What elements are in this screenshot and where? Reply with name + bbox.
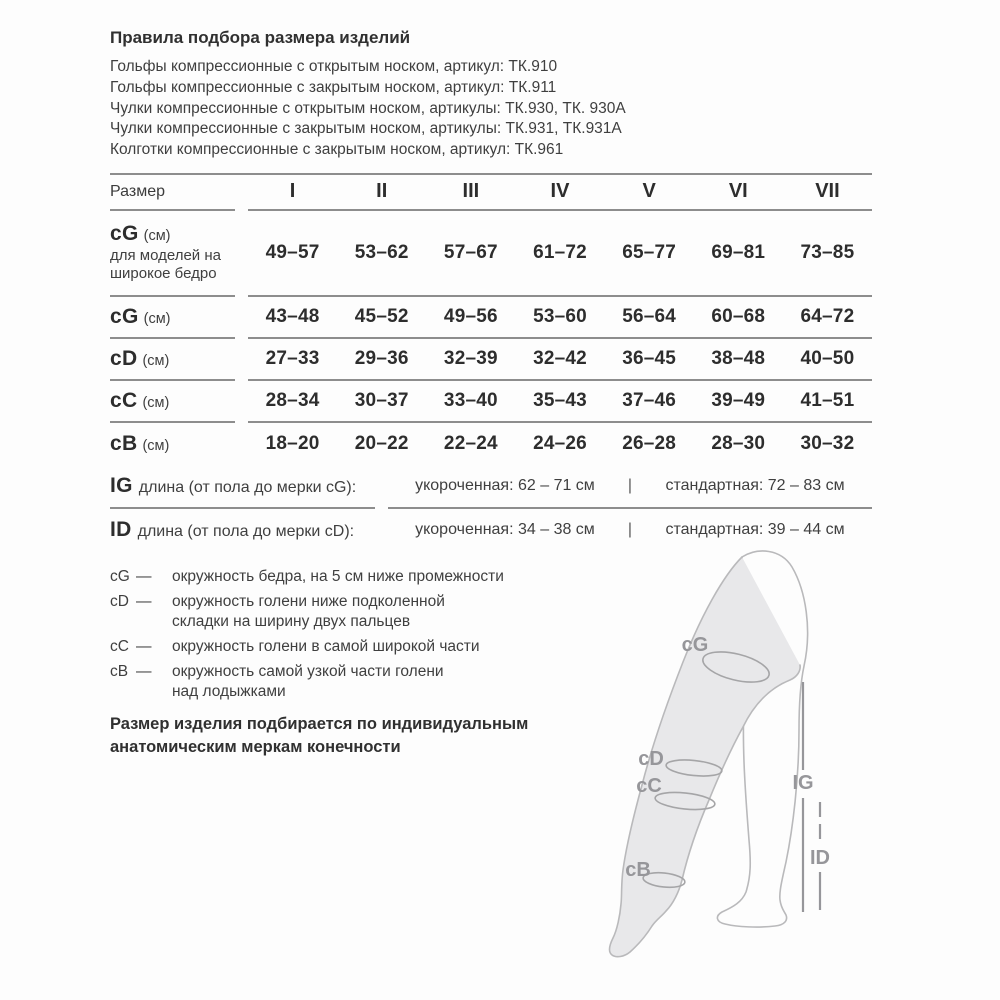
measurement-value: 40–50 [800,347,855,369]
measurement-value-cell [694,211,783,297]
measurement-value: 49–57 [265,241,320,263]
measurement-value: 28–30 [711,432,766,454]
length-label-ig [110,474,388,498]
measurement-value: 27–33 [265,347,320,369]
measurement-unit: (см) [142,394,170,411]
id-label: ID [810,847,830,869]
measurement-value: 69–81 [711,241,766,263]
measurement-row-label [110,297,235,339]
product-list [110,57,872,161]
measurement-value-cell [694,339,783,381]
measurement-value-cell [694,381,783,423]
measurement-value: 22–24 [443,432,498,454]
measurement-value: 65–77 [622,241,677,263]
measurement-value: 30–32 [800,432,855,454]
measurement-value-cell [515,297,604,339]
legend-text-line: окружность голени в самой широкой части [172,637,480,655]
measurement-value-cell [605,297,694,339]
legend-text-line: окружность самой узкой части голени [172,662,444,680]
cc-label: cC [636,775,662,797]
measurement-value: 39–49 [711,389,766,411]
measurement-value: 32–39 [443,347,498,369]
measurement-row [110,339,872,381]
measurement-value: 57–67 [443,241,498,263]
measurement-value-cell [515,381,604,423]
measurement-value-cell [426,381,515,423]
legend-row [110,567,590,587]
measurement-value-cell [337,381,426,423]
size-table [110,173,872,465]
size-column-header: VII [783,175,872,211]
legend-dash: — [136,662,152,680]
measurement-value: 45–52 [354,305,409,327]
measurement-value-cell [605,381,694,423]
measurement-value-cell [783,339,872,381]
legend-dash: — [136,567,152,585]
product-line: Гольфы компрессионные с закрытым носком, артикул: ТК.911 [110,78,557,96]
legend-row [110,592,590,632]
product-line: Гольфы компрессионные с открытым носком, артикул: ТК.910 [110,58,558,75]
divider-segment-left [110,507,375,509]
size-column-header: VI [694,175,783,211]
measurement-row [110,423,872,465]
measurement-value-cell [337,211,426,297]
measurement-value-cell [605,423,694,465]
selection-note-line-2: анатомическим меркам конечности [110,737,401,756]
size-column-header: IV [515,175,604,211]
length-values-id [388,521,872,539]
measurement-key-line [110,347,235,371]
legend-dash: — [136,637,152,655]
measurement-key: cG [110,222,139,246]
legend-text [172,637,590,657]
measurement-value: 18–20 [265,432,320,454]
measurement-unit: (см) [142,437,170,454]
measurement-value: 73–85 [800,241,855,263]
legend-text [172,567,590,587]
size-column-header: V [605,175,694,211]
product-line: Чулки компрессионные с закрытым носком, артикулы: ТК.931, ТК.931А [110,120,622,138]
size-column-header: II [337,175,426,211]
length-key-id: ID [110,517,132,541]
measurement-value-cell [248,339,337,381]
length-row-ig [110,465,872,507]
measurement-unit: (см) [143,228,171,245]
measurement-key-line [110,222,235,246]
table-header-row [110,175,872,211]
cd-label: cD [638,748,664,770]
size-column-header: I [248,175,337,211]
legend-text-line: складки на ширину двух пальцев [172,612,411,630]
measurement-value-cell [426,339,515,381]
measurement-value: 49–56 [443,305,498,327]
length-row-divider [110,507,872,509]
measurement-value-cell [783,211,872,297]
legend-key: cB [110,662,129,680]
measurement-value-cell [337,423,426,465]
measurement-value-cell [248,211,337,297]
product-line: Колготки компрессионные с закрытым носком, артикул: ТК.961 [110,141,564,159]
measurement-row-label [110,381,235,423]
measurement-value: 53–60 [533,305,587,327]
measurement-legend [110,567,590,702]
measurement-value: 33–40 [443,389,498,411]
measurement-value: 61–72 [533,241,587,263]
length-short-ig: укороченная: 62 – 71 см [415,476,595,494]
measurement-value-cell [426,423,515,465]
legend-text [172,662,590,702]
measurement-row [110,297,872,339]
measurement-value: 53–62 [354,241,409,263]
measurement-value-cell [783,297,872,339]
measurement-row-label [110,423,235,465]
measurement-value: 38–48 [711,347,766,369]
measurement-row [110,381,872,423]
length-divider-ig: | [627,476,633,494]
measurement-key: cC [110,388,138,412]
length-section [110,465,872,551]
length-standard-id: стандартная: 39 – 44 см [665,520,845,538]
measurement-value-cell [426,297,515,339]
legend-text-line: над лодыжками [172,682,286,700]
measurement-value-cell [515,339,604,381]
legend-dash: — [136,592,152,610]
ig-label: IG [792,772,814,794]
measurement-row-label [110,211,235,297]
legend-key: cC [110,637,129,655]
measurement-value-cell [694,423,783,465]
legend-text-line: окружность голени ниже подколенной [172,592,445,610]
divider-segment-right [388,507,872,509]
page-title: Правила подбора размера изделий [110,28,411,47]
measurement-key-line [110,305,235,329]
measurement-value-cell [337,297,426,339]
measurement-value: 35–43 [533,389,587,411]
size-column-header: III [426,175,515,211]
measurement-value: 36–45 [622,347,677,369]
product-line: Чулки компрессионные с открытым носком, артикулы: ТК.930, ТК. 930А [110,99,626,117]
measurement-key: cD [110,346,138,370]
measurement-key: cB [110,431,138,455]
measurement-value-cell [248,297,337,339]
length-values-ig [388,477,872,495]
length-standard-ig: стандартная: 72 – 83 см [665,476,845,494]
length-desc-ig: длина (от пола до мерки cG): [138,478,357,496]
measurement-value-cell [515,423,604,465]
measurement-unit: (см) [142,352,170,369]
legend-key: cD [110,592,129,610]
measurement-value-cell [248,381,337,423]
measurement-row [110,211,872,297]
measurement-value: 37–46 [622,389,677,411]
measurement-value-cell [248,423,337,465]
length-desc-id: длина (от пола до мерки cD): [137,522,355,540]
measurement-value: 28–34 [265,389,320,411]
measurement-value: 26–28 [622,432,677,454]
measurement-value: 32–42 [533,347,587,369]
measurement-value: 64–72 [800,305,855,327]
length-short-id: укороченная: 34 – 38 см [415,520,595,538]
measurement-value: 20–22 [354,432,409,454]
legend-key: cG [110,567,130,585]
measurement-value: 29–36 [354,347,409,369]
cg-label: cG [681,634,709,656]
measurement-value-cell [426,211,515,297]
legend-row [110,662,590,702]
legend-text [172,592,590,632]
measurement-value-cell [694,297,783,339]
measurement-value: 56–64 [622,305,677,327]
measurement-row-label [110,339,235,381]
size-row-label: Размер [110,175,235,211]
measurement-key: cG [110,304,139,328]
legend-text-line: окружность бедра, на 5 см ниже промежности [172,567,504,585]
length-label-id [110,518,388,542]
measurement-value: 24–26 [533,432,587,454]
measurement-value-cell [337,339,426,381]
measurement-unit: (см) [143,310,171,327]
measurement-value-cell [605,339,694,381]
cb-label: cB [625,859,651,881]
measurement-value: 30–37 [354,389,409,411]
selection-note-line-1: Размер изделия подбирается по индивидуальным [110,714,529,733]
leg-measurement-diagram [595,540,925,1000]
measurement-value-cell [605,211,694,297]
measurement-value: 41–51 [800,389,855,411]
measurement-value: 43–48 [265,305,320,327]
measurement-key-line [110,389,235,413]
length-key-ig: IG [110,473,133,497]
measurement-value-cell [515,211,604,297]
measurement-key-line [110,432,235,456]
measurement-value-cell [783,381,872,423]
legend-row [110,637,590,657]
length-divider-id: | [627,520,633,538]
measurement-value-cell [783,423,872,465]
measurement-value: 60–68 [711,305,766,327]
measurement-note: для моделей на широкое бедро [110,247,221,283]
